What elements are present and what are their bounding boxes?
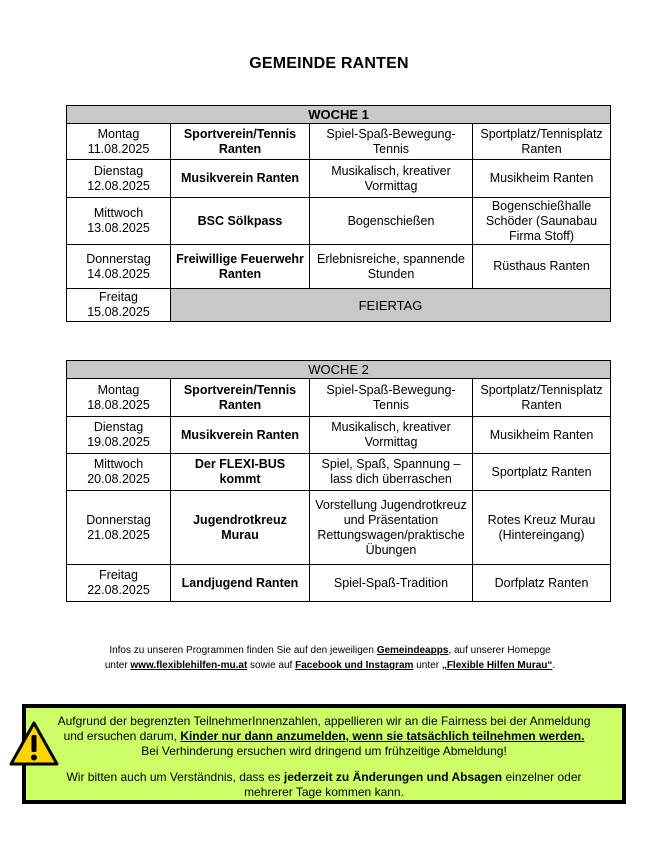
activity-cell: Spiel, Spaß, Spannung – lass dich überraschen xyxy=(310,454,473,491)
place-cell: Bogenschießhalle Schöder (Saunabau Firma Stoff) xyxy=(473,198,611,245)
social-media-link[interactable]: Facebook und Instagram xyxy=(295,660,414,671)
notice-line: Aufgrund der begrenzten TeilnehmerInnenzahlen, appellieren wir an die Fairness bei der Anmeldung xyxy=(57,714,591,728)
day-cell: Montag 18.08.2025 xyxy=(67,379,171,417)
place-cell: Rotes Kreuz Murau (Hintereingang) xyxy=(473,491,611,565)
day-cell: Dienstag 12.08.2025 xyxy=(67,160,171,198)
place-cell: Dorfplatz Ranten xyxy=(473,565,611,602)
day-cell: Donnerstag 14.08.2025 xyxy=(67,245,171,289)
activity-cell: Spiel-Spaß-Tradition xyxy=(310,565,473,602)
info-text-part: unter xyxy=(413,660,442,671)
info-text-part: sowie auf xyxy=(247,660,296,671)
table-row xyxy=(67,454,611,491)
day-cell: Freitag 15.08.2025 xyxy=(67,289,171,322)
org-cell: BSC Sölkpass xyxy=(171,198,310,245)
activity-cell: Erlebnisreiche, spannende Stunden xyxy=(310,245,473,289)
table-row xyxy=(67,491,611,565)
place-cell: Sportplatz/Tennisplatz Ranten xyxy=(473,124,611,160)
place-cell: Rüsthaus Ranten xyxy=(473,245,611,289)
day-cell: Freitag 22.08.2025 xyxy=(67,565,171,602)
notice-emphasis: jederzeit zu Änderungen und Absagen xyxy=(283,770,503,784)
activity-cell: Bogenschießen xyxy=(310,198,473,245)
info-text-part: . xyxy=(552,660,556,671)
warning-triangle-icon xyxy=(8,720,60,768)
table-row xyxy=(67,289,611,322)
holiday-cell: FEIERTAG xyxy=(171,289,611,322)
notice-paragraph-1 xyxy=(26,714,622,759)
homepage-link[interactable]: www.flexiblehilfen-mu.at xyxy=(130,660,248,671)
place-cell: Musikheim Ranten xyxy=(473,417,611,454)
info-text xyxy=(60,643,600,673)
day-cell: Mittwoch 13.08.2025 xyxy=(67,198,171,245)
activity-cell: Musikalisch, kreativer Vormittag xyxy=(310,160,473,198)
table-row xyxy=(67,379,611,417)
org-cell: Musikverein Ranten xyxy=(171,417,310,454)
activity-cell: Musikalisch, kreativer Vormittag xyxy=(310,417,473,454)
table-row xyxy=(67,198,611,245)
week2-heading: WOCHE 2 xyxy=(67,361,611,379)
org-cell: Sportverein/Tennis Ranten xyxy=(171,379,310,417)
table-row xyxy=(67,124,611,160)
info-text-part: Infos zu unseren Programmen finden Sie auf den jeweiligen xyxy=(109,645,377,656)
org-cell: Musikverein Ranten xyxy=(171,160,310,198)
notice-line: mehrerer Tage kommen kann. xyxy=(244,785,404,799)
notice-line: Wir bitten auch um Verständnis, dass es xyxy=(66,770,284,784)
place-cell: Sportplatz/Tennisplatz Ranten xyxy=(473,379,611,417)
week1-table xyxy=(66,105,611,322)
activity-cell: Spiel-Spaß-Bewegung-Tennis xyxy=(310,124,473,160)
notice-emphasis: Kinder nur dann anzumelden, wenn sie tatsächlich teilnehmen werden. xyxy=(180,729,585,743)
notice-paragraph-2 xyxy=(26,770,622,800)
day-cell: Dienstag 19.08.2025 xyxy=(67,417,171,454)
week1-heading: WOCHE 1 xyxy=(67,106,611,124)
place-cell: Sportplatz Ranten xyxy=(473,454,611,491)
org-cell: Der FLEXI-BUS kommt xyxy=(171,454,310,491)
org-cell: Sportverein/Tennis Ranten xyxy=(171,124,310,160)
flexible-hilfen-link[interactable]: „Flexible Hilfen Murau“ xyxy=(441,660,553,671)
day-cell: Donnerstag 21.08.2025 xyxy=(67,491,171,565)
table-row xyxy=(67,160,611,198)
table-row xyxy=(67,417,611,454)
gemeindeapps-link[interactable]: Gemeindeapps xyxy=(376,645,449,656)
place-cell: Musikheim Ranten xyxy=(473,160,611,198)
activity-cell: Spiel-Spaß-Bewegung-Tennis xyxy=(310,379,473,417)
activity-cell: Vorstellung Jugendrotkreuz und Präsentation Rettungswagen/praktische Übungen xyxy=(310,491,473,565)
day-cell: Montag 11.08.2025 xyxy=(67,124,171,160)
org-cell: Jugendrotkreuz Murau xyxy=(171,491,310,565)
notice-line: Bei Verhinderung ersuchen wird dringend um frühzeitige Abmeldung! xyxy=(141,744,507,758)
info-text-part: , auf unserer Homepge xyxy=(448,645,551,656)
day-cell: Mittwoch 20.08.2025 xyxy=(67,454,171,491)
week2-table xyxy=(66,360,611,602)
table-row xyxy=(67,565,611,602)
notice-line: und ersuchen darum, xyxy=(63,729,181,743)
notice-box xyxy=(22,704,626,804)
notice-line: einzelner oder xyxy=(502,770,582,784)
org-cell: Landjugend Ranten xyxy=(171,565,310,602)
page-title: GEMEINDE RANTEN xyxy=(249,55,409,72)
info-text-part: unter xyxy=(104,660,131,671)
org-cell: Freiwillige Feuerwehr Ranten xyxy=(171,245,310,289)
table-row xyxy=(67,245,611,289)
